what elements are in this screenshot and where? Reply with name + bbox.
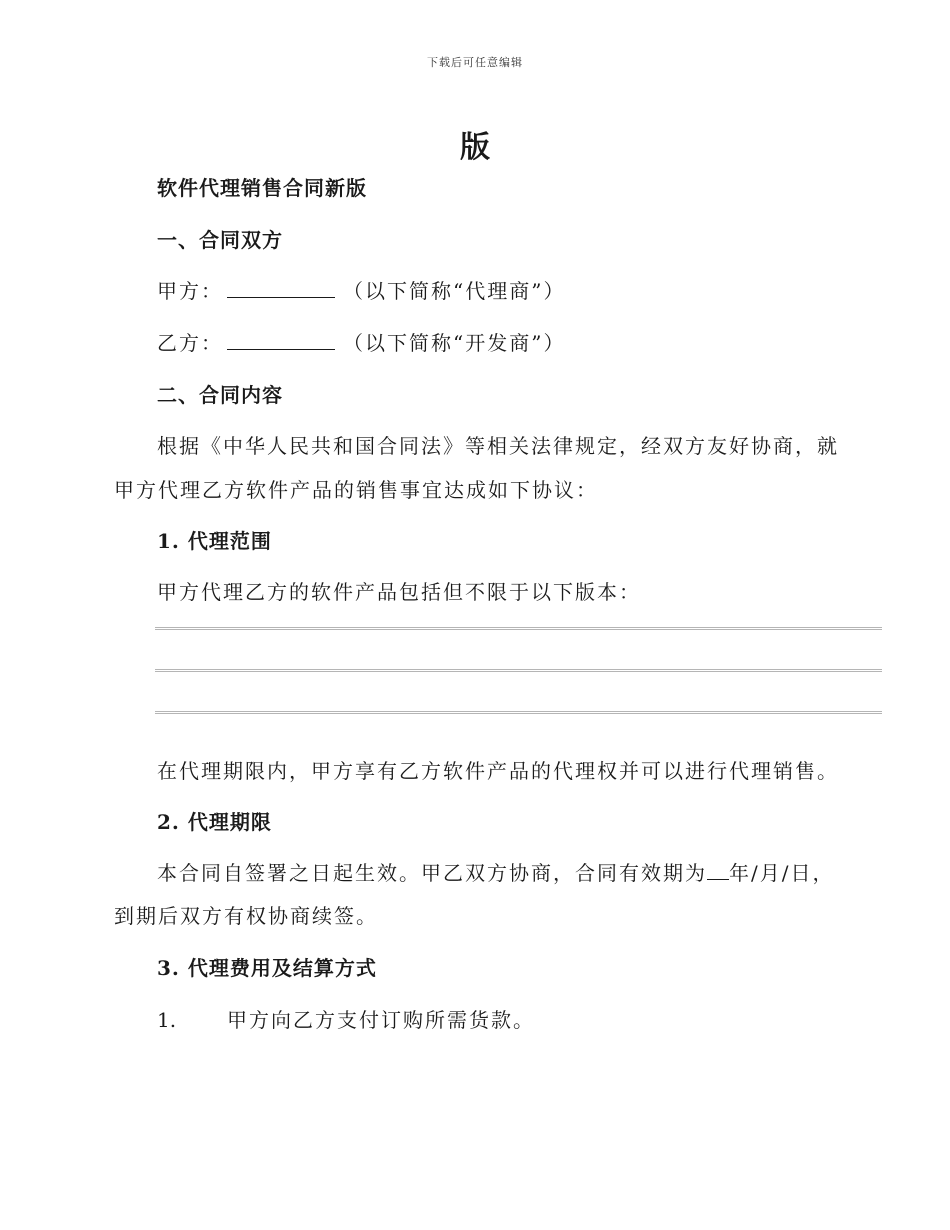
clause2-line1-suffix: 年/月/日，	[729, 861, 835, 885]
section1-heading: 一、合同双方	[157, 228, 283, 252]
intro-line-1: 根据《中华人民共和国合同法》等相关法律规定，经双方友好协商，就	[157, 434, 839, 458]
clause2-heading: 2. 代理期限	[157, 810, 272, 834]
clause1-heading: 1. 代理范围	[157, 529, 272, 553]
party-a-label: 甲方：	[157, 279, 223, 303]
section2-heading: 二、合同内容	[157, 383, 283, 407]
clause2-line-2: 到期后双方有权协商续签。	[114, 904, 378, 928]
clause2-line-1	[157, 859, 834, 887]
list-number: 1.	[157, 1008, 177, 1032]
intro-line-2: 甲方代理乙方软件产品的销售事宜达成如下协议：	[114, 478, 598, 502]
party-b-line	[157, 329, 565, 357]
party-b-blank	[227, 329, 335, 350]
page-header-note: 下载后可任意编辑	[427, 56, 523, 69]
clause1-after-text: 在代理期限内，甲方享有乙方软件产品的代理权并可以进行代理销售。	[157, 759, 839, 783]
clause1-text: 甲方代理乙方的软件产品包括但不限于以下版本：	[157, 580, 641, 604]
clause3-item1-text: 甲方向乙方支付订购所需货款。	[227, 1008, 535, 1032]
clause3-item-1	[157, 1006, 535, 1034]
version-blank-line-1	[155, 627, 882, 630]
party-a-blank	[227, 277, 335, 298]
clause3-heading: 3. 代理费用及结算方式	[157, 956, 377, 980]
version-blank-line-2	[155, 669, 882, 672]
page-title: 版	[460, 130, 490, 165]
party-b-suffix: （以下简称“开发商”）	[343, 331, 566, 355]
document-title: 软件代理销售合同新版	[157, 176, 367, 200]
party-b-label: 乙方：	[157, 331, 223, 355]
term-blank	[707, 861, 729, 880]
clause2-line1-prefix: 本合同自签署之日起生效。甲乙双方协商，合同有效期为	[157, 861, 707, 885]
party-a-suffix: （以下简称“代理商”）	[343, 279, 566, 303]
party-a-line	[157, 277, 565, 305]
version-blank-line-3	[155, 711, 882, 714]
